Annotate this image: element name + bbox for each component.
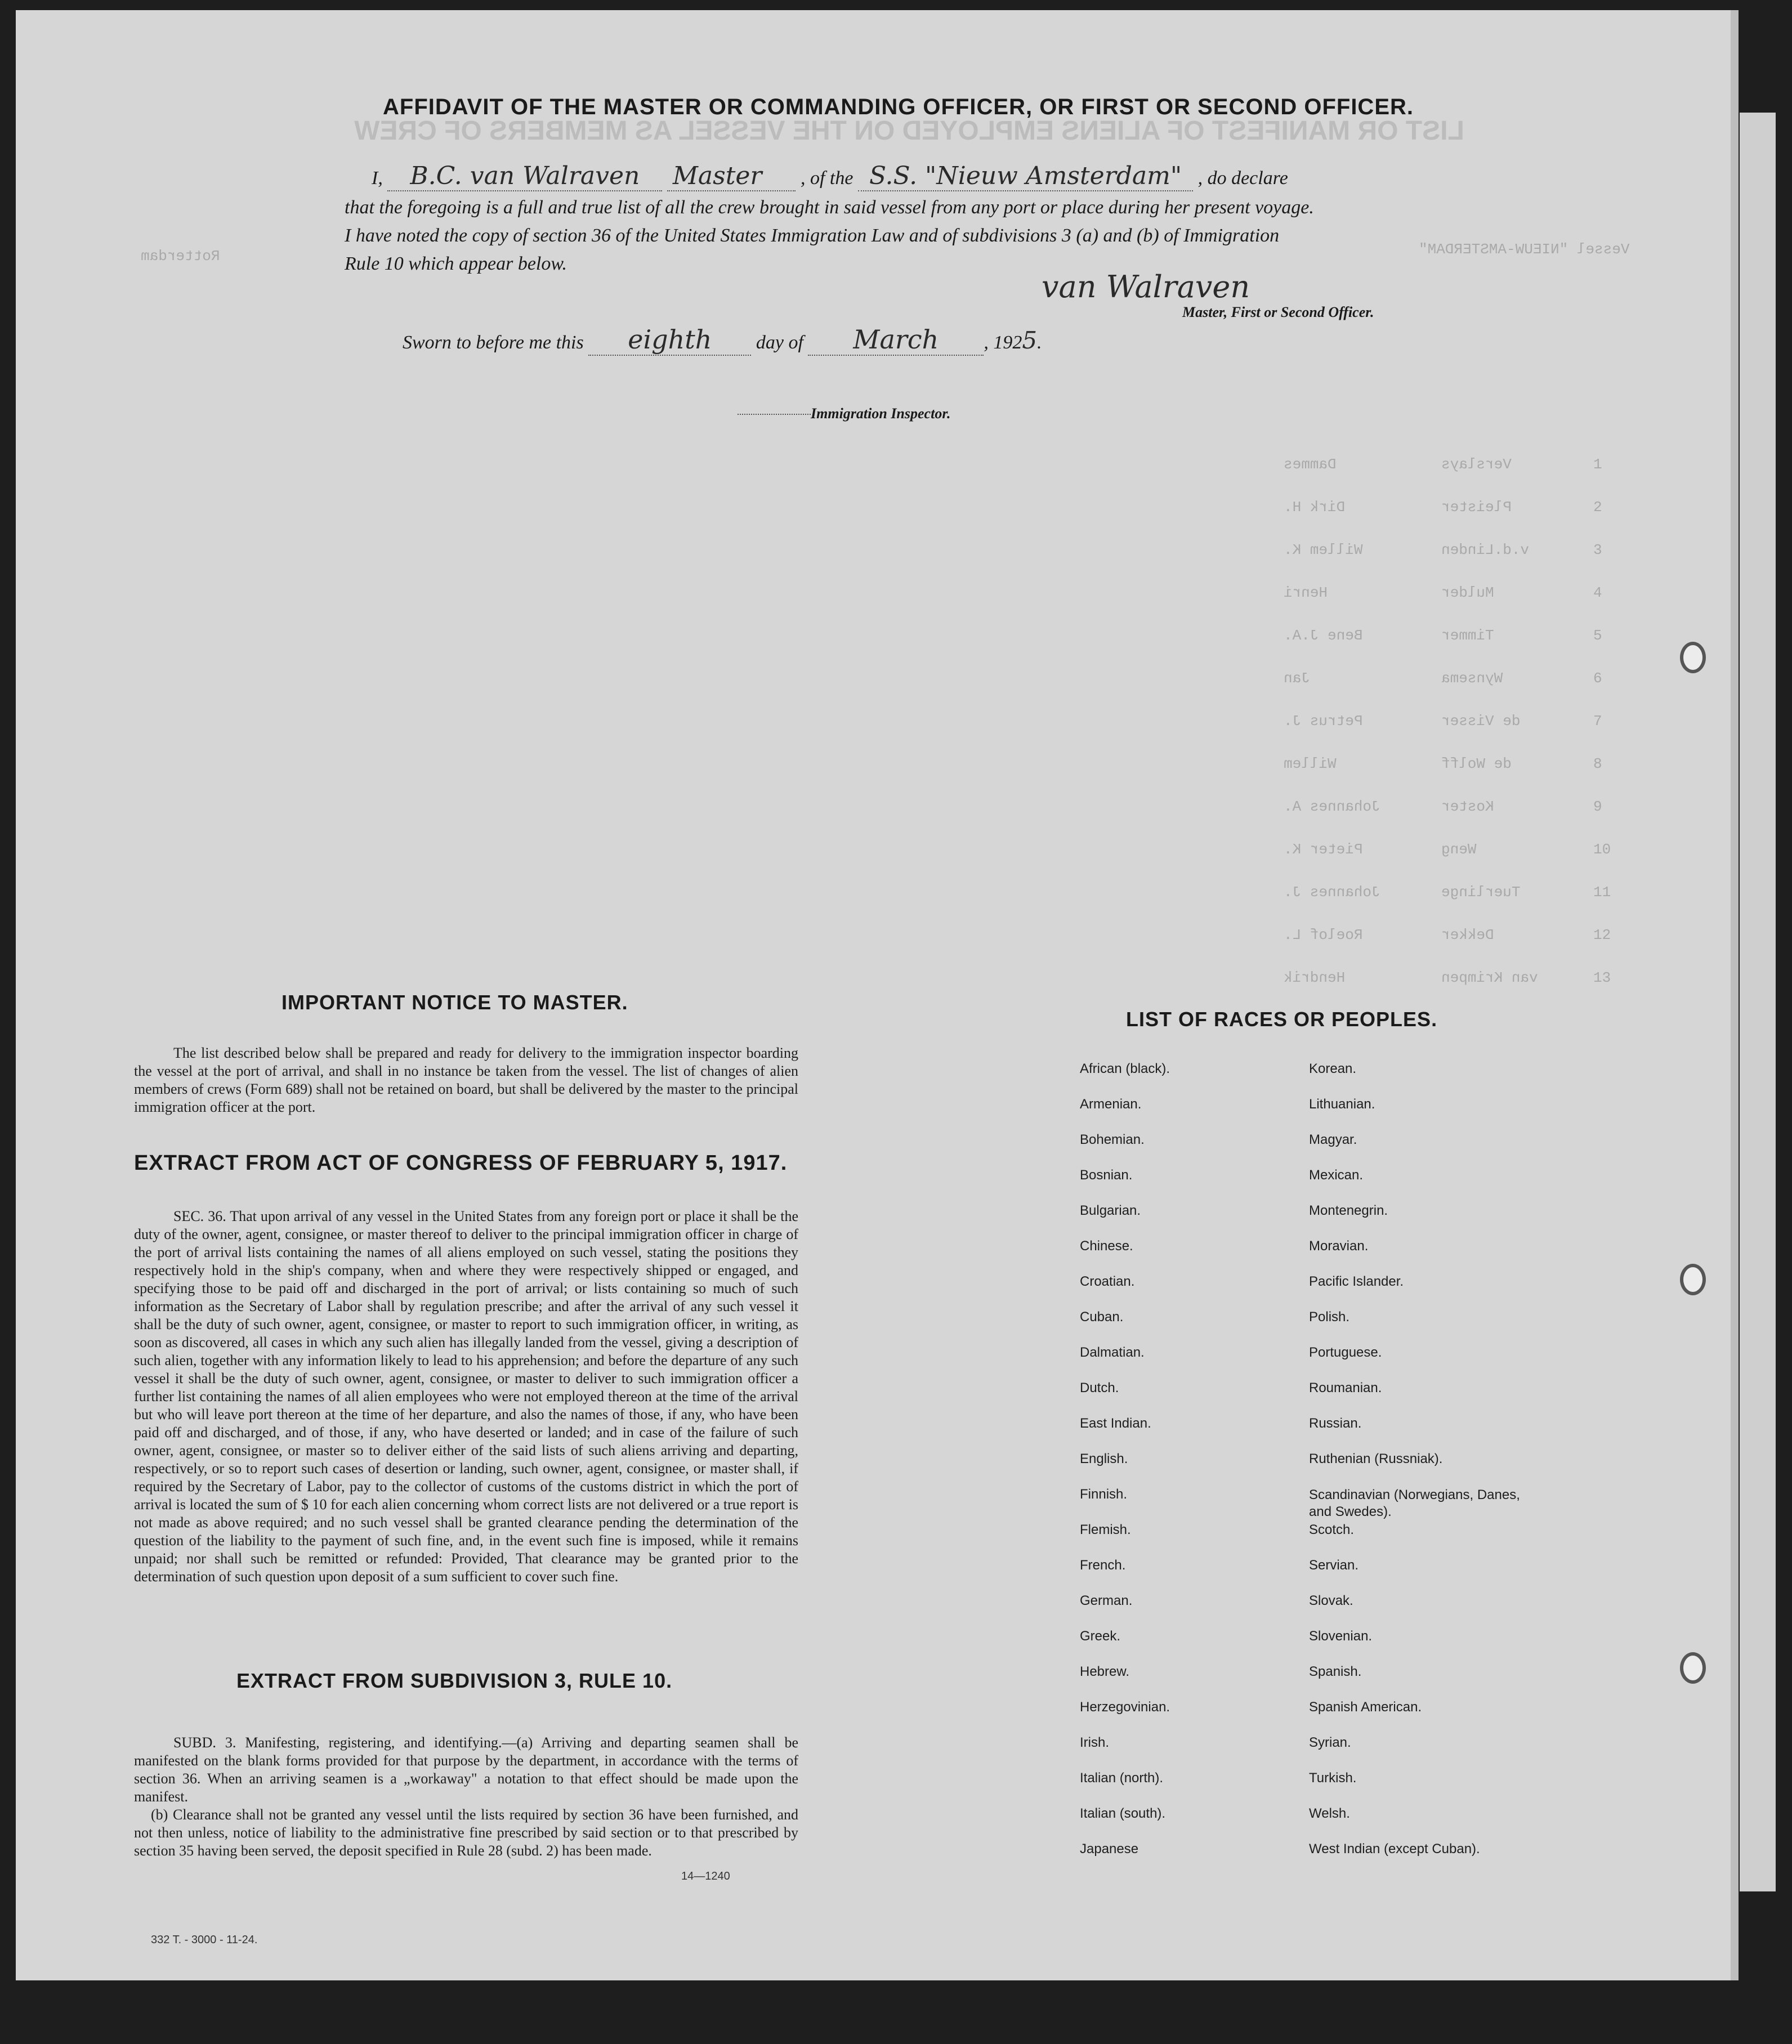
sworn-month: March (808, 324, 984, 356)
race-item: Italian (north). (1080, 1770, 1164, 1786)
notice-heading: IMPORTANT NOTICE TO MASTER. (281, 991, 628, 1014)
race-item: Scotch. (1309, 1522, 1355, 1537)
bleed-row-given: Willem K. (1284, 542, 1363, 558)
affidavit-suffix: , do declare (1197, 168, 1288, 189)
race-item: Italian (south). (1080, 1806, 1166, 1821)
rule-heading: EXTRACT FROM SUBDIVISION 3, RULE 10. (236, 1669, 673, 1692)
bleed-row-family: de Visser (1441, 713, 1521, 730)
bleed-row-number: 13 (1593, 969, 1611, 986)
race-item: Dalmatian. (1080, 1345, 1145, 1360)
bleed-row-given: Johannes A. (1284, 798, 1380, 815)
affidavit-line-3: I have noted the copy of section 36 of the United States Immigration Law and of subdivisions 3 (a) and (b) of Immigration (345, 225, 1280, 246)
bleed-row-given: Willem (1284, 755, 1337, 772)
master-signature: van Walraven (1042, 269, 1250, 305)
bleed-through-vessel: Vessel "NIEUW-AMSTERDAM" (1419, 241, 1630, 258)
race-item: Pacific Islander. (1309, 1274, 1404, 1289)
race-item: East Indian. (1080, 1416, 1151, 1431)
affidavit-line-2: that the foregoing is a full and true list of all the crew brought in said vessel from any port or place during her present voyage. (345, 197, 1314, 218)
bleed-row-number: 8 (1593, 755, 1602, 772)
bleed-through-title: LIST OR MANIFEST OF ALIENS EMPLOYED ON THE VESSEL AS MEMBERS OF CREW (354, 116, 1464, 146)
race-item: Lithuanian. (1309, 1097, 1375, 1112)
races-heading: LIST OF RACES OR PEOPLES. (1126, 1008, 1438, 1031)
bleed-row-number: 5 (1593, 627, 1602, 644)
race-item: Cuban. (1080, 1309, 1124, 1325)
sworn-year-prefix: , 192 (984, 332, 1022, 353)
bleed-row-number: 4 (1593, 584, 1602, 601)
races-column-1 (1080, 1061, 1260, 1877)
affidavit-mid: , of the (800, 168, 853, 189)
race-item: Bosnian. (1080, 1168, 1133, 1183)
race-item: Armenian. (1080, 1097, 1142, 1112)
bleed-row-given: Hendrik (1284, 969, 1346, 986)
act-body: SEC. 36. That upon arrival of any vessel in the United States from any foreign port or place it shall be the duty of the owner, agent, consignee, or master thereof to deliver to the principal immigration officer in charge of the port of arrival lists containing the names of all aliens employed on such vessel, stating the positions they respectively hold in the ship's company, when and where they were respectively shipped or engaged, and specifying those to be paid off and discharged in the port of arrival; or lists containing so much of such information as the Secretary of Labor shall by regulation prescribe; and after the arrival of any such vessel it shall be the duty of such owner, agent, consignee, or master to report to such immigration officer, in writing, as soon as discovered, all cases in which any such alien has illegally landed from the vessel, giving a description of such alien, together with any information likely to lead to his apprehension; and before the departure of any such vessel it shall be the duty of such owner, agent, consignee, or master to deliver to such immigration officer a further list containing the names of all alien employees who were not employed thereon at the time of the arrival but who will leave port thereon at the time of her departure, and also the names of those, if any, who have been paid off and discharged, and of those, if any, who have deserted or landed; and in case of the failure of such owner, agent, consignee, or master so to deliver either of the said lists of such aliens arriving and departing, respectively, or so to report such cases of desertion or landing, such owner, agent, consignee, or master shall, if required by the Secretary of Labor, pay to the collector of customs of the customs district in which the port of arrival is located the sum of $ 10 for each alien concerning whom correct lists are not delivered or a true report is not made as above required; and no such vessel shall be granted clearance pending the determination of the question of the liability to the payment of such fine, and, in the event such fine is imposed, while it remains unpaid; nor shall such be remitted or refunded: Provided, That clearance may be granted prior to the determination of such question upon deposit of a sum sufficient to cover such fine. (134, 1208, 798, 1585)
race-item: Magyar. (1309, 1132, 1357, 1147)
bleed-row-given: Dirk H. (1284, 499, 1346, 516)
race-item: Irish. (1080, 1735, 1110, 1750)
race-item: Croatian. (1080, 1274, 1135, 1289)
race-item: Slovak. (1309, 1593, 1353, 1608)
bleed-row-family: Weng (1441, 841, 1477, 858)
race-item: Herzegovinian. (1080, 1699, 1170, 1715)
races-column-2 (1309, 1061, 1540, 1877)
bleed-row-number: 12 (1593, 927, 1611, 943)
bleed-row-given: Henri (1284, 584, 1328, 601)
bleed-row-family: v.d.Linden (1441, 542, 1530, 558)
bleed-row-given: Bene J.A. (1284, 627, 1363, 644)
bleed-row-number: 11 (1593, 884, 1611, 901)
sworn-mid: day of (756, 332, 803, 353)
bleed-row-family: Verslays (1441, 456, 1512, 473)
race-item: Hebrew. (1080, 1664, 1130, 1679)
race-item: Polish. (1309, 1309, 1350, 1325)
bleed-row-family: Koster (1441, 798, 1494, 815)
form-number: 14—1240 (681, 1870, 730, 1882)
race-item: Turkish. (1309, 1770, 1357, 1786)
rule-body-b: (b) Clearance shall not be granted any vessel until the lists required by section 36 have been furnished, and not then unless, notice of liability to the administrative fine prescribed by said section or to that prescribed by section 35 having been served, the deposit specified in Rule 28 (subd. 2) has been made. (134, 1806, 798, 1859)
bleed-row-family: Pleister (1441, 499, 1512, 516)
race-item: Dutch. (1080, 1380, 1119, 1396)
bleed-row-given: Dammes (1284, 456, 1337, 473)
race-item: English. (1080, 1451, 1128, 1466)
master-name: B.C. van Walraven (387, 162, 662, 191)
rule-body-a: SUBD. 3. Manifesting, registering, and identifying.—(a) Arriving and departing seamen shall be manifested on the blank forms provided for that purpose by the department, in accordance with the terms of section 36. When an arriving seamen is a „workaway" a notation to that effect should be made upon the manifest. (134, 1734, 798, 1805)
affidavit-line-4: Rule 10 which appear below. (345, 253, 567, 274)
race-item: Servian. (1309, 1558, 1359, 1573)
bleed-row-given: Pieter K. (1284, 841, 1363, 858)
bleed-row-given: Roelof L. (1284, 927, 1363, 943)
print-code: 332 T. - 3000 - 11-24. (151, 1934, 258, 1946)
bleed-row-number: 6 (1593, 670, 1602, 687)
race-item: Finnish. (1080, 1487, 1128, 1502)
race-item: French. (1080, 1558, 1126, 1573)
bleed-row-family: van Krimpen (1441, 969, 1538, 986)
punch-hole (1680, 1264, 1706, 1295)
race-item: Korean. (1309, 1061, 1357, 1076)
notice-body: The list described below shall be prepared and ready for delivery to the immigration inspector boarding the vessel at the port of arrival, and shall in no instance be taken from the vessel. The list of changes of alien members of crews (Form 689) shall not be retained on board, but shall be delivered by the master to the principal immigration officer at the port. (134, 1045, 798, 1115)
race-item: Moravian. (1309, 1238, 1369, 1254)
sworn-day: eighth (588, 324, 751, 356)
sworn-line: Sworn to before me this eighth day of March , 1925. (403, 324, 1042, 355)
inspector-caption: Immigration Inspector. (811, 405, 951, 422)
bleed-row-given: Johannes J. (1284, 884, 1380, 901)
race-item: Flemish. (1080, 1522, 1131, 1537)
race-item: Portuguese. (1309, 1345, 1382, 1360)
race-item: German. (1080, 1593, 1133, 1608)
bleed-row-number: 3 (1593, 542, 1602, 558)
race-item: African (black). (1080, 1061, 1170, 1076)
race-item: Welsh. (1309, 1806, 1350, 1821)
bleed-row-number: 1 (1593, 456, 1602, 473)
race-item: Greek. (1080, 1629, 1121, 1644)
affidavit-title: AFFIDAVIT OF THE MASTER OR COMMANDING OFFICER, OR FIRST OR SECOND OFFICER. (383, 95, 1414, 119)
bleed-row-given: Petrus J. (1284, 713, 1363, 730)
sworn-year-digit: 5 (1022, 326, 1038, 354)
bleed-row-number: 10 (1593, 841, 1611, 858)
master-role: Master (667, 162, 796, 191)
bleed-row-family: Timmer (1441, 627, 1494, 644)
inspector-line (738, 414, 811, 415)
affidavit-prefix: I, (372, 168, 383, 189)
race-item: Syrian. (1309, 1735, 1351, 1750)
race-item: West Indian (except Cuban). (1309, 1841, 1480, 1857)
bleed-row-family: de Wolff (1441, 755, 1512, 772)
sworn-prefix: Sworn to before me this (403, 332, 584, 353)
race-item: Bohemian. (1080, 1132, 1145, 1147)
race-item: Chinese. (1080, 1238, 1133, 1254)
underlying-page-edge (1740, 113, 1776, 1891)
punch-hole (1680, 1652, 1706, 1684)
bleed-row-family: Dekker (1441, 927, 1494, 943)
bleed-row-family: Mulder (1441, 584, 1494, 601)
race-item: Japanese (1080, 1841, 1139, 1857)
bleed-row-given: Jan (1284, 670, 1310, 687)
bleed-row-number: 2 (1593, 499, 1602, 516)
vessel-name: S.S. "Nieuw Amsterdam" (858, 162, 1193, 191)
race-item: Slovenian. (1309, 1629, 1373, 1644)
affidavit-line-1 (372, 163, 1469, 191)
bleed-row-family: Tuerlinge (1441, 884, 1521, 901)
race-item: Ruthenian (Russniak). (1309, 1451, 1443, 1466)
race-item: Russian. (1309, 1416, 1362, 1431)
bleed-row-family: Wynsema (1441, 670, 1503, 687)
race-item: Bulgarian. (1080, 1203, 1141, 1218)
race-item: Scandinavian (Norwegians, Danes, and Swedes). (1309, 1487, 1520, 1519)
bleed-through-port: Rotterdam (141, 248, 220, 265)
race-item: Mexican. (1309, 1168, 1364, 1183)
bleed-row-number: 9 (1593, 798, 1602, 815)
race-item: Roumanian. (1309, 1380, 1382, 1396)
signature-caption: Master, First or Second Officer. (1182, 304, 1374, 320)
act-heading: EXTRACT FROM ACT OF CONGRESS OF FEBRUARY 5, 1917. (134, 1151, 788, 1175)
race-item: Spanish American. (1309, 1699, 1422, 1715)
race-item: Spanish. (1309, 1664, 1362, 1679)
punch-hole (1680, 642, 1706, 673)
race-item: Montenegrin. (1309, 1203, 1388, 1218)
bleed-row-number: 7 (1593, 713, 1602, 730)
